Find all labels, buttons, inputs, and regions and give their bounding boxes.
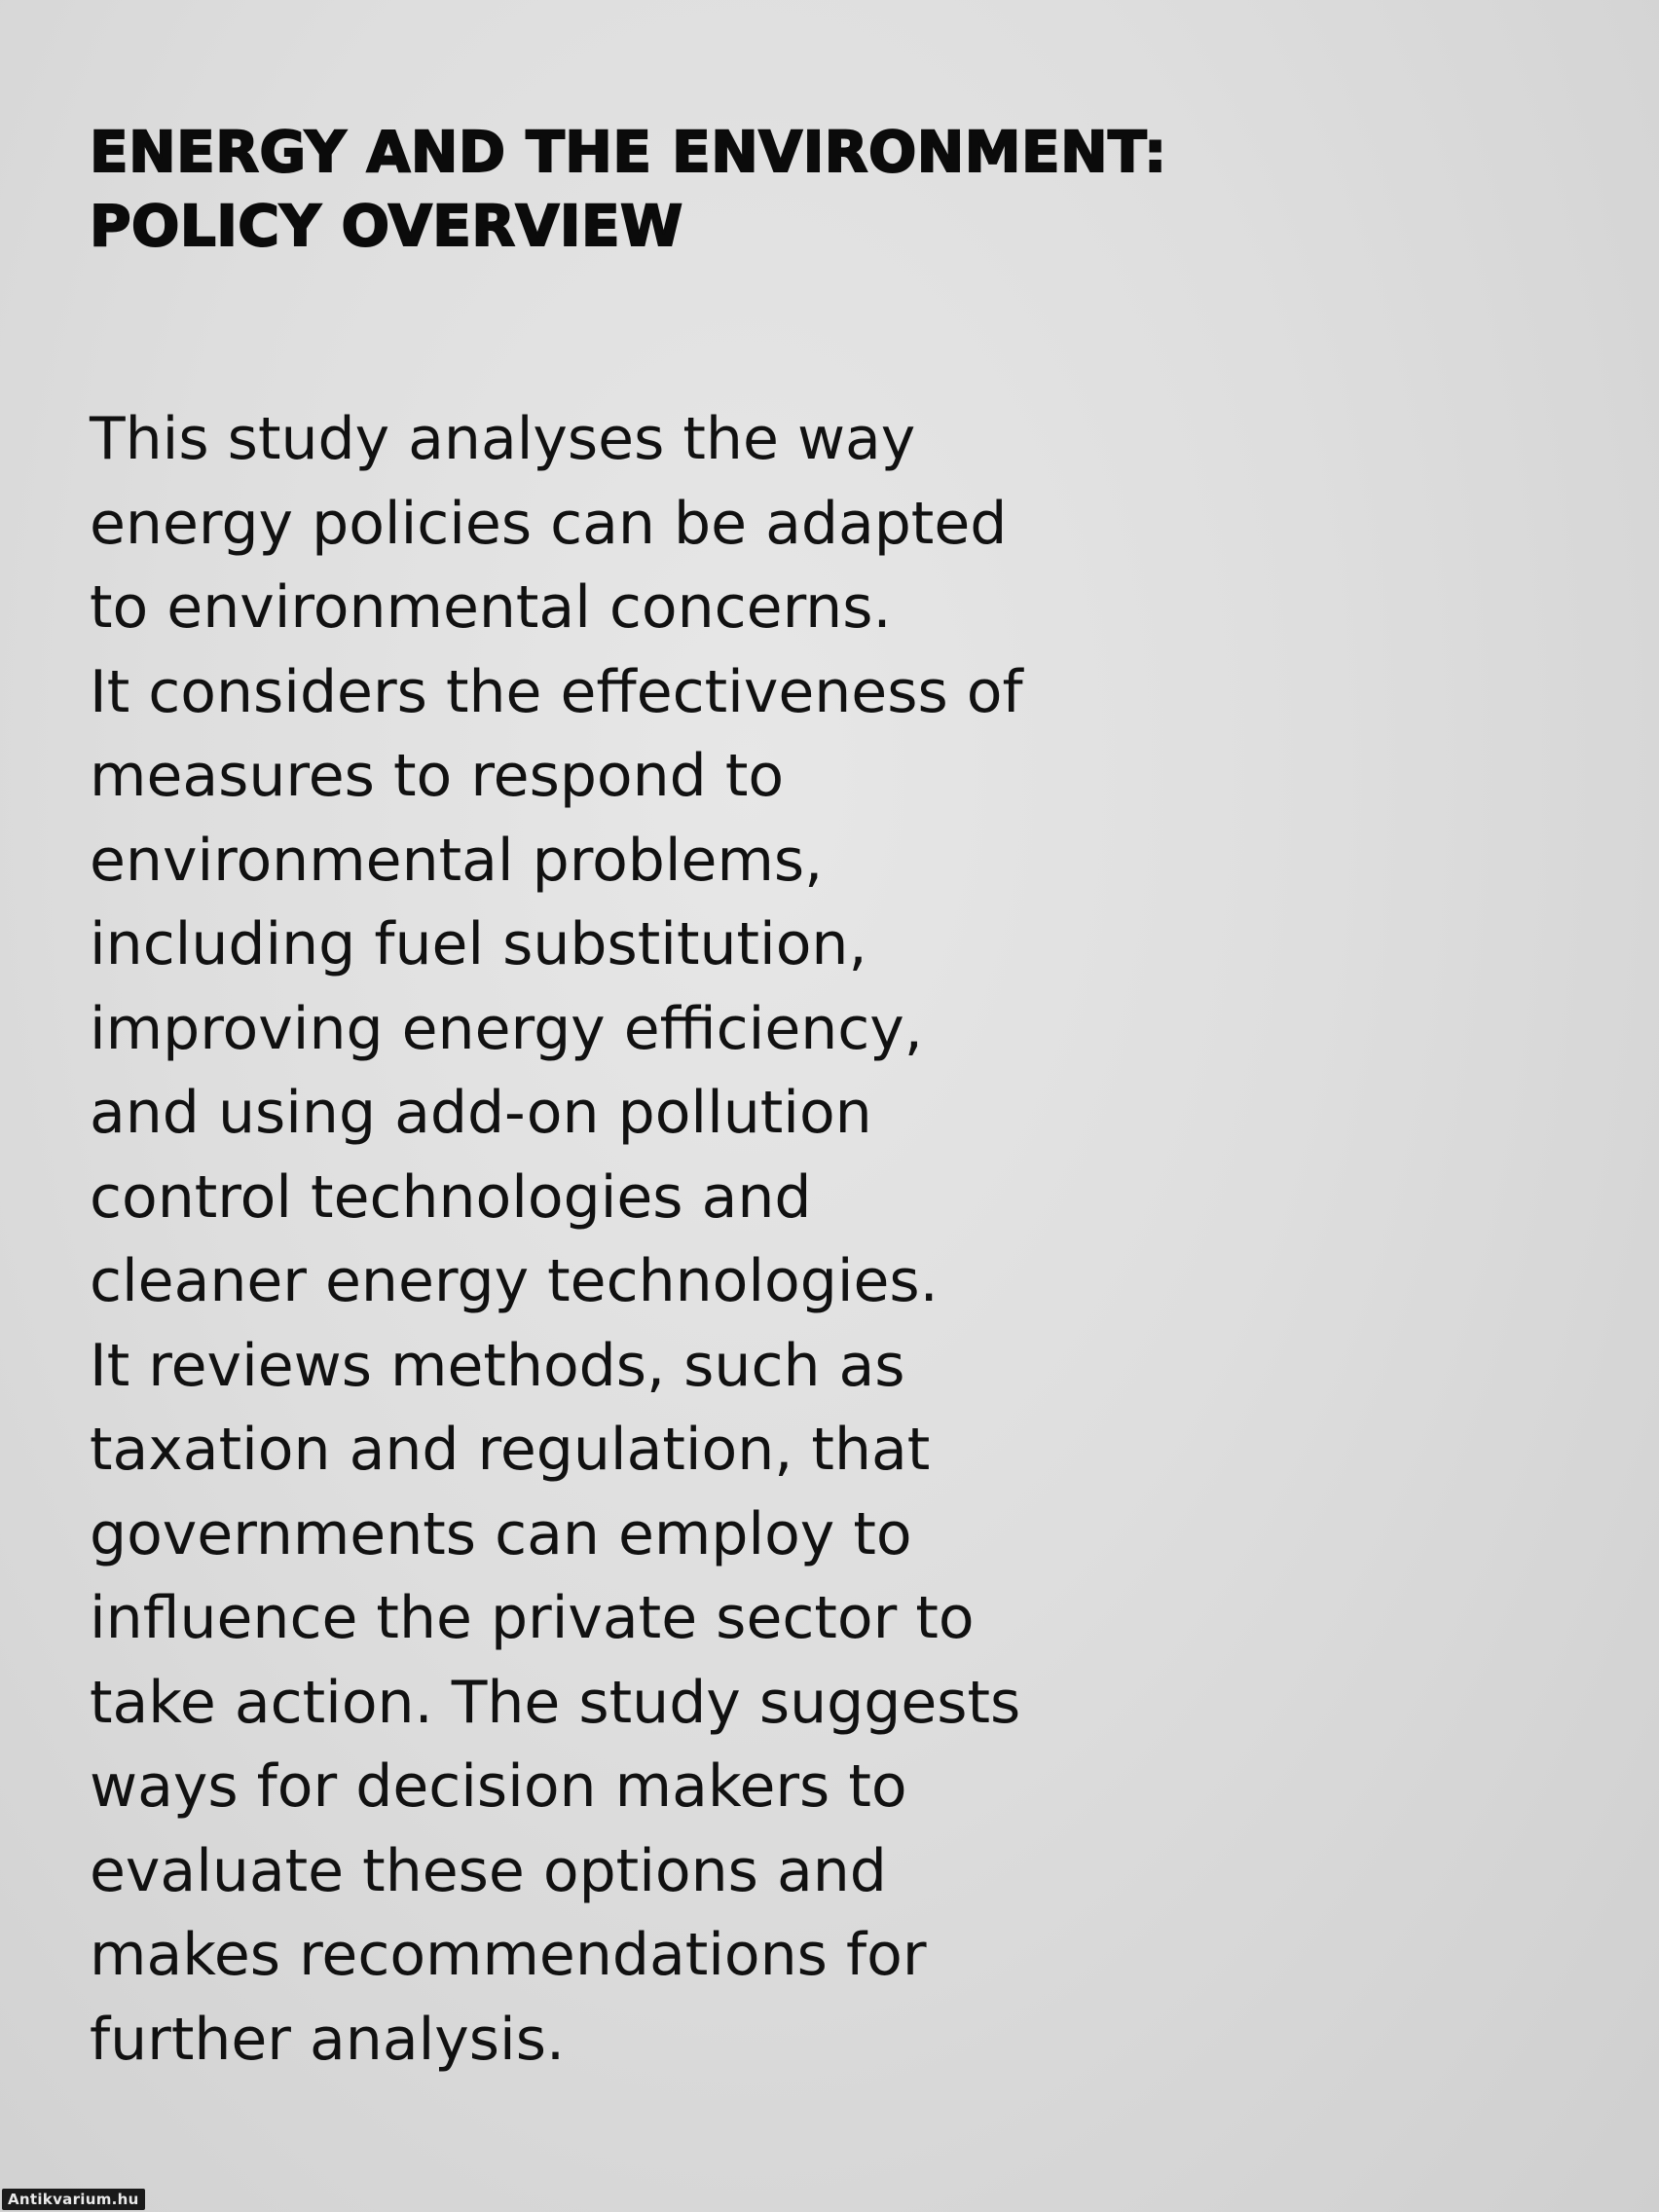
description-line: taxation and regulation, that — [90, 1416, 931, 1484]
description-line: control technologies and — [90, 1162, 812, 1232]
description-line: ways for decision makers to — [90, 1752, 907, 1821]
description-line: take action. The study suggests — [90, 1668, 1021, 1737]
title-line-1: ENERGY AND THE ENVIRONMENT: — [90, 119, 1167, 185]
description-line: It reviews methods, such as — [90, 1331, 905, 1400]
description-line: This study analyses the way — [90, 405, 916, 473]
description-line: measures to respond to — [90, 742, 785, 810]
description-line: to environmental concerns. — [90, 573, 892, 642]
description-line: and using add-on pollution — [90, 1079, 872, 1147]
description-paragraph — [90, 397, 1161, 2082]
description-line: makes recommendations for — [90, 1921, 927, 1989]
description-line: energy policies can be adapted — [90, 489, 1008, 558]
title-line-2: POLICY OVERVIEW — [90, 193, 683, 259]
description-line: It considers the effectiveness of — [90, 657, 1023, 726]
description-line: evaluate these options and — [90, 1836, 887, 1905]
description-line: including fuel substitution, — [90, 910, 867, 978]
description-line: improving energy efficiency, — [90, 994, 923, 1063]
watermark-label: Antikvarium.hu — [2, 2189, 145, 2210]
description-line: environmental problems, — [90, 826, 824, 895]
description-line: influence the private sector to — [90, 1584, 975, 1652]
description-line: further analysis. — [90, 2005, 566, 2074]
cover-title — [90, 115, 1167, 263]
description-line: governments can employ to — [90, 1499, 912, 1568]
description-line: cleaner energy technologies. — [90, 1247, 939, 1315]
